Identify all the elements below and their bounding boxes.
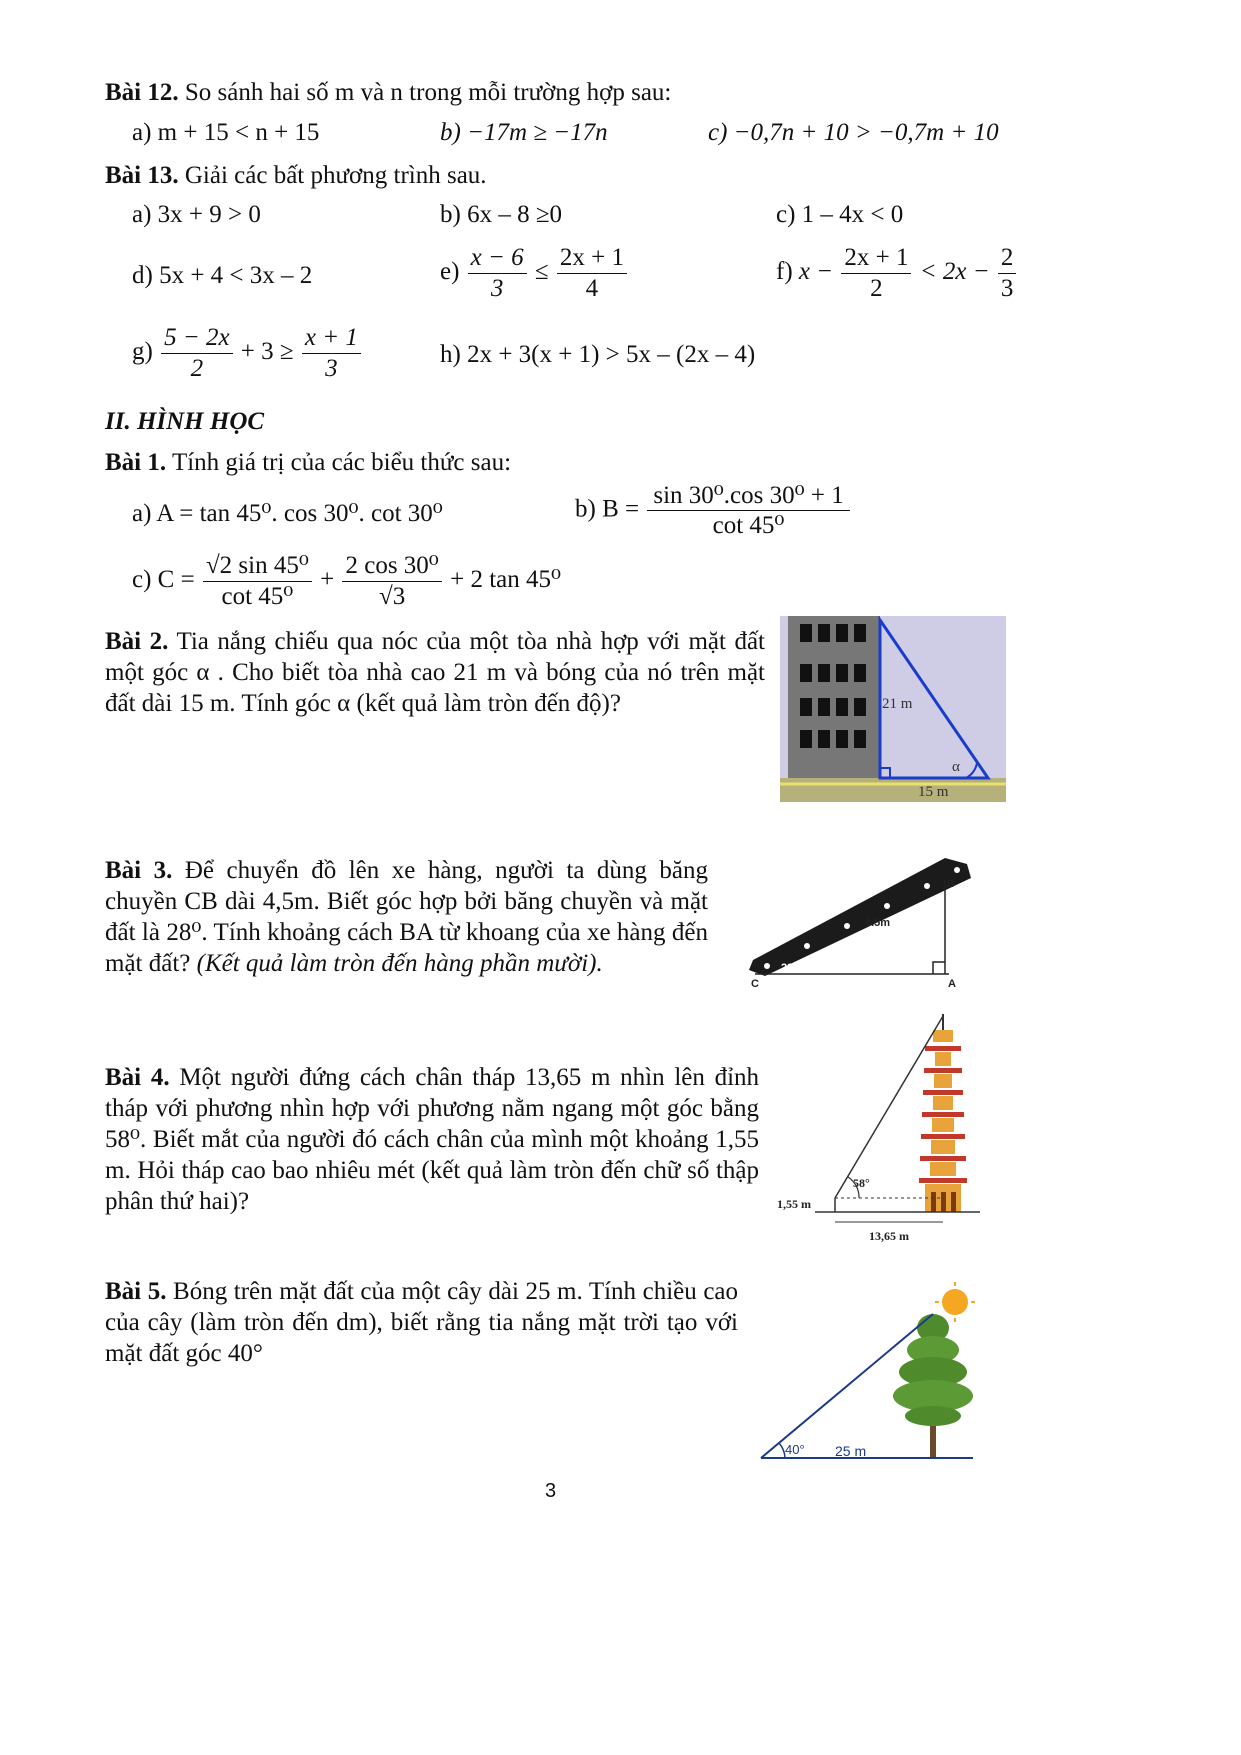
g1-b-den: cot 45⁰ (712, 512, 785, 539)
b13-g-n1: 5 − 2x (161, 324, 232, 354)
g1-text: Tính giá trị của các biểu thức sau: (171, 449, 512, 476)
b13-g-frac2 (302, 324, 361, 383)
g1-c (132, 552, 561, 611)
g3-label-C: C (751, 978, 759, 990)
g5-length-label: 25 m (835, 1443, 867, 1459)
g4-figure (775, 1012, 980, 1250)
b13-g-d2: 3 (325, 355, 338, 382)
g4-paragraph (105, 1062, 759, 1217)
b13-f-frac2 (998, 244, 1017, 303)
g1-title: Bài 1. (105, 449, 167, 476)
b13-c: c) 1 – 4x < 0 (776, 201, 904, 228)
g5-sun-icon (942, 1289, 968, 1315)
g3-paragraph (105, 855, 708, 979)
g3-right-angle (933, 962, 945, 974)
g2-text: Tia nắng chiếu qua nóc của một tòa nhà hợp với mặt đất một góc α . Cho biết tòa nhà cao 21 m và bóng của nó trên mặt đất dài 15 m. Tính góc α (kết quả làm tròn đến độ)? (105, 628, 766, 717)
g4-sight-line (835, 1016, 943, 1198)
g1-c-plus: + (320, 566, 335, 594)
g3-figure (745, 842, 981, 992)
g2-ground (780, 778, 1006, 802)
g5-tree (893, 1314, 973, 1458)
b13-f (776, 244, 1018, 303)
g1-c-frac2 (342, 552, 441, 611)
page-number: 3 (545, 1480, 557, 1502)
g4-distance-label: 13,65 m (869, 1229, 909, 1243)
g2-paragraph (105, 626, 765, 719)
g2-base-label: 15 m (918, 784, 949, 800)
g1-c-label: c) C = (132, 566, 195, 594)
b13-title: Bài 13. (105, 162, 179, 189)
g1-heading (105, 448, 511, 478)
b13-heading (105, 161, 487, 191)
g5-text: Bóng trên mặt đất của một cây dài 25 m. Tính chiều cao của cây (làm tròn đến dm), biết rằng tia nắng mặt trời tạo với mặt đất góc 40° (105, 1278, 739, 1367)
b13-g (132, 324, 363, 383)
b13-f-pre: x − (798, 258, 834, 286)
b13-e-frac2 (557, 244, 627, 303)
g4-title: Bài 4. (105, 1064, 170, 1091)
b13-g-n2: x + 1 (302, 324, 361, 354)
b12-a: a) m + 15 < n + 15 (132, 119, 320, 146)
b12-heading (105, 78, 671, 108)
g1-b-num: sin 30⁰.cos 30⁰ + 1 (647, 482, 849, 511)
g2-figure (780, 616, 1006, 802)
b13-g-frac1 (161, 324, 232, 383)
b12-title: Bài 12. (105, 79, 179, 106)
b13-e-n2: 2x + 1 (557, 244, 627, 274)
section-title: II. HÌNH HỌC (105, 408, 265, 435)
b12-c: c) −0,7n + 10 > −0,7m + 10 (708, 119, 999, 146)
g1-c-tail: + 2 tan 45⁰ (450, 566, 562, 594)
b13-g-d1: 2 (190, 355, 204, 382)
b13-g-mid: + 3 ≥ (240, 338, 294, 366)
g4-eye-label: 1,55 m (777, 1197, 811, 1211)
g3-text: Để chuyển đồ lên xe hàng, người ta dùng băng chuyền CB dài 4,5m. Biết góc hợp bởi băng chuyền và mặt đất là 28⁰. Tính khoảng cách BA từ khoang của xe hàng đến mặt đất? (105, 857, 709, 977)
g3-conveyor (749, 858, 971, 976)
g5-paragraph (105, 1276, 738, 1369)
g3-label-A: A (948, 978, 956, 990)
b13-g-label: g) (132, 338, 153, 366)
b13-e-op: ≤ (534, 258, 549, 286)
b13-f-n2: 2 (998, 244, 1017, 274)
g1-c-d1: cot 45⁰ (221, 583, 294, 610)
g1-c-frac1 (203, 552, 312, 611)
g1-c-n1: √2 sin 45⁰ (203, 552, 312, 582)
g1-c-d2: √3 (379, 583, 406, 610)
b13-e-n1: x − 6 (468, 244, 527, 274)
b13-text: Giải các bất phương trình sau. (184, 162, 487, 189)
g4-angle-label: 58° (853, 1176, 870, 1190)
b13-e-d1: 3 (490, 275, 504, 302)
b13-f-d1: 2 (870, 275, 883, 302)
b13-e-label: e) (440, 258, 460, 286)
g2-angle-label: α (952, 759, 960, 775)
b13-f-label: f) (776, 258, 793, 286)
b13-f-n1: 2x + 1 (841, 244, 911, 274)
g1-c-n2: 2 cos 30⁰ (342, 552, 441, 582)
g3-angle-label: 28° (781, 962, 798, 974)
b13-e-d2: 4 (585, 275, 599, 302)
b13-d: d) 5x + 4 < 3x – 2 (132, 262, 313, 289)
g1-b (575, 482, 852, 540)
b13-a: a) 3x + 9 > 0 (132, 201, 261, 228)
g1-b-label: b) B = (575, 495, 640, 523)
b12-b: b) −17m ≥ −17n (440, 119, 608, 146)
g5-angle-label: 40° (785, 1442, 805, 1457)
g2-title: Bài 2. (105, 628, 169, 655)
b12-text: So sánh hai số m và n trong mỗi trường hợp sau: (184, 79, 672, 106)
b13-e (440, 244, 629, 303)
b13-e-frac1 (468, 244, 527, 303)
g3-label-B: B (947, 878, 955, 890)
g1-a: a) A = tan 45⁰. cos 30⁰. cot 30⁰ (132, 500, 443, 527)
g1-b-frac (647, 482, 849, 540)
g4-text: Một người đứng cách chân tháp 13,65 m nhìn lên đỉnh tháp với phương nhìn hợp với phương nằm ngang một góc bằng 58⁰. Biết mắt của người đó cách chân của mình một khoảng 1,55 m. Hỏi tháp cao bao nhiêu mét (kết quả làm tròn đến chữ số thập phân thứ hai)? (105, 1064, 760, 1215)
b13-h: h) 2x + 3(x + 1) > 5x – (2x – 4) (440, 341, 756, 368)
g2-height-label: 21 m (882, 696, 913, 712)
g5-figure (755, 1280, 981, 1470)
g3-length-label: 4.5m (865, 917, 891, 929)
g5-title: Bài 5. (105, 1278, 167, 1305)
g3-title: Bài 3. (105, 857, 173, 884)
b13-f-d2: 3 (1000, 275, 1014, 302)
b13-f-frac1 (841, 244, 911, 303)
b13-f-mid: < 2x − (919, 258, 990, 286)
g3-note: (Kết quả làm tròn đến hàng phần mười). (196, 950, 603, 977)
b13-b: b) 6x – 8 ≥0 (440, 201, 563, 228)
